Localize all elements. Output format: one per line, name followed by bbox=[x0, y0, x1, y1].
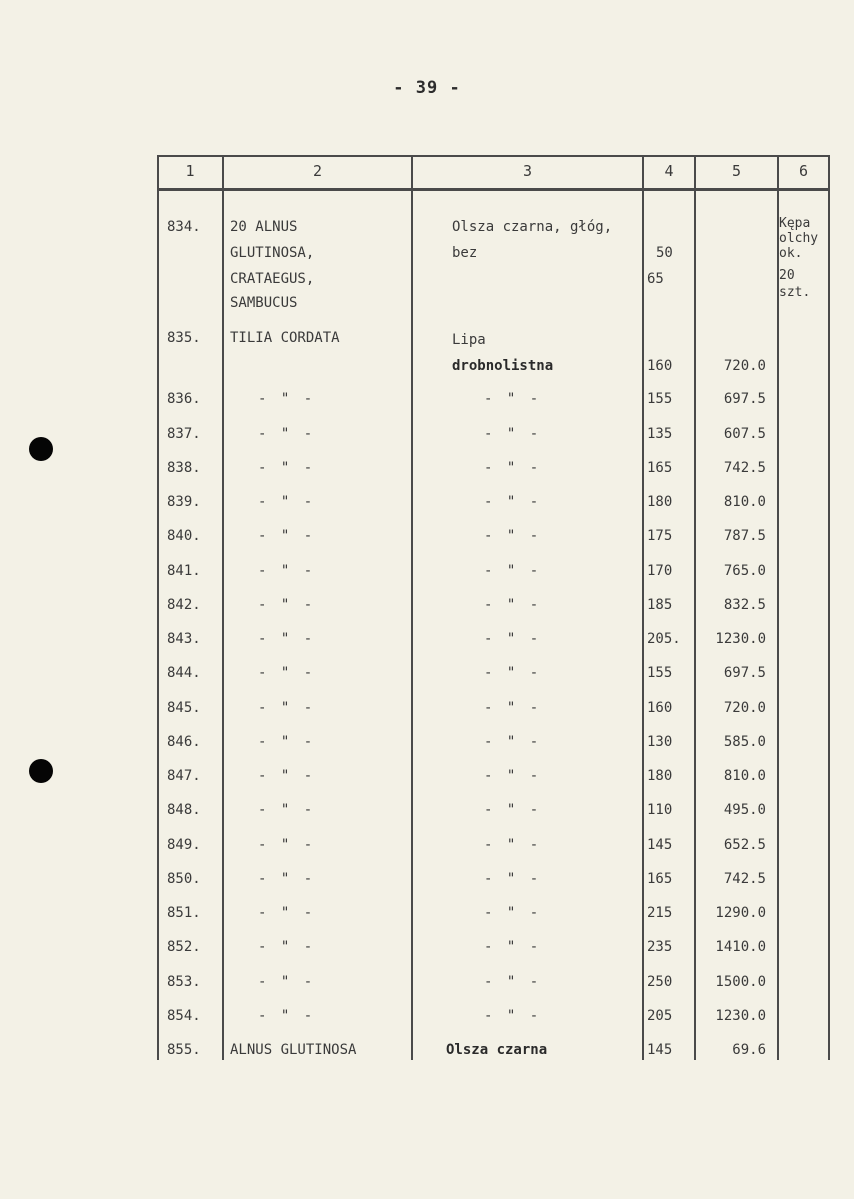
col5-value: 1230.0 bbox=[715, 1008, 766, 1024]
col4-value: 160 bbox=[647, 358, 673, 374]
remark: olchy bbox=[779, 231, 819, 246]
column-header-5: 5 bbox=[731, 162, 742, 180]
col5-value: 652.5 bbox=[723, 837, 766, 853]
row-number: 844. bbox=[167, 665, 201, 681]
row-number: 839. bbox=[167, 494, 201, 510]
row-number: 851. bbox=[167, 905, 201, 921]
col4-value: 175 bbox=[647, 528, 673, 544]
column-header-2: 2 bbox=[312, 162, 323, 180]
col4-value: 50 bbox=[656, 245, 673, 261]
row-number: 835. bbox=[167, 330, 201, 346]
latin-name: - " - bbox=[258, 460, 316, 476]
latin-name: - " - bbox=[258, 974, 316, 990]
col5-value: 697.5 bbox=[723, 665, 766, 681]
col5-value: 742.5 bbox=[723, 871, 766, 887]
col4-value: 135 bbox=[647, 426, 673, 442]
polish-name: - " - bbox=[484, 768, 542, 784]
polish-name: - " - bbox=[484, 563, 542, 579]
column-header-4: 4 bbox=[664, 162, 674, 180]
latin-name: - " - bbox=[258, 700, 316, 716]
col4-value: 165 bbox=[647, 871, 673, 887]
polish-name: - " - bbox=[484, 700, 542, 716]
latin-name: 20 ALNUS bbox=[230, 219, 298, 235]
col4-value: 145 bbox=[647, 837, 673, 853]
polish-name: - " - bbox=[484, 905, 542, 921]
row-number: 848. bbox=[167, 802, 201, 818]
row-number: 849. bbox=[167, 837, 201, 853]
polish-name: - " - bbox=[484, 391, 542, 407]
column-header-6: 6 bbox=[798, 162, 809, 180]
remark: ok. bbox=[779, 246, 803, 261]
col4-value: 205 bbox=[647, 1008, 673, 1024]
row-number: 840. bbox=[167, 528, 201, 544]
polish-name: - " - bbox=[484, 494, 542, 510]
column-divider bbox=[411, 155, 413, 1060]
col5-value: 1500.0 bbox=[715, 974, 766, 990]
col4-value: 180 bbox=[647, 494, 673, 510]
row-number: 853. bbox=[167, 974, 201, 990]
row-number: 845. bbox=[167, 700, 201, 716]
punch-hole bbox=[29, 759, 53, 783]
latin-name: - " - bbox=[258, 631, 316, 647]
col4-value: 145 bbox=[647, 1042, 673, 1058]
col5-value: 720.0 bbox=[723, 358, 766, 374]
punch-hole bbox=[29, 437, 53, 461]
polish-name: - " - bbox=[484, 460, 542, 476]
col5-value: 810.0 bbox=[723, 768, 766, 784]
col4-value: 110 bbox=[647, 802, 673, 818]
polish-name: - " - bbox=[484, 974, 542, 990]
header-bottom-border bbox=[157, 188, 830, 191]
latin-name: - " - bbox=[258, 768, 316, 784]
latin-name: - " - bbox=[258, 802, 316, 818]
col4-value: 215 bbox=[647, 905, 673, 921]
row-number: 855. bbox=[167, 1042, 201, 1058]
col5-value: 787.5 bbox=[723, 528, 766, 544]
col5-value: 832.5 bbox=[723, 597, 766, 613]
row-number: 843. bbox=[167, 631, 201, 647]
latin-name: - " - bbox=[258, 563, 316, 579]
page-number: - 39 - bbox=[393, 78, 461, 98]
col4-value: 130 bbox=[647, 734, 673, 750]
row-number: 850. bbox=[167, 871, 201, 887]
latin-name: - " - bbox=[258, 939, 316, 955]
polish-name: - " - bbox=[484, 528, 542, 544]
polish-name: Olsza czarna bbox=[446, 1042, 548, 1058]
col4-value: 180 bbox=[647, 768, 673, 784]
polish-name: - " - bbox=[484, 939, 542, 955]
polish-name: - " - bbox=[484, 837, 542, 853]
latin-name: TILIA CORDATA bbox=[230, 330, 340, 346]
row-number: 837. bbox=[167, 426, 201, 442]
col4-value: 155 bbox=[647, 665, 673, 681]
col5-value: 697.5 bbox=[723, 391, 766, 407]
row-number: 852. bbox=[167, 939, 201, 955]
col4-value: 235 bbox=[647, 939, 673, 955]
latin-name: CRATAEGUS, bbox=[230, 271, 315, 287]
col5-value: 1290.0 bbox=[715, 905, 766, 921]
row-number: 846. bbox=[167, 734, 201, 750]
polish-name: - " - bbox=[484, 734, 542, 750]
col5-value: 1410.0 bbox=[715, 939, 766, 955]
col5-value: 69.6 bbox=[732, 1042, 766, 1058]
col5-value: 810.0 bbox=[723, 494, 766, 510]
col5-value: 495.0 bbox=[723, 802, 766, 818]
remark: szt. bbox=[779, 285, 811, 300]
polish-name: - " - bbox=[484, 871, 542, 887]
polish-name: - " - bbox=[484, 665, 542, 681]
col5-value: 607.5 bbox=[723, 426, 766, 442]
table-left-border bbox=[157, 155, 159, 1060]
latin-name: - " - bbox=[258, 426, 316, 442]
polish-name: drobnolistna bbox=[452, 358, 554, 374]
col4-value: 185 bbox=[647, 597, 673, 613]
latin-name: - " - bbox=[258, 597, 316, 613]
col5-value: 1230.0 bbox=[715, 631, 766, 647]
polish-name: - " - bbox=[484, 426, 542, 442]
latin-name: - " - bbox=[258, 871, 316, 887]
column-header-3: 3 bbox=[522, 162, 533, 180]
row-number: 838. bbox=[167, 460, 201, 476]
polish-name: - " - bbox=[484, 1008, 542, 1024]
polish-name: bez bbox=[452, 245, 478, 261]
polish-name: - " - bbox=[484, 802, 542, 818]
polish-name: Lipa bbox=[452, 332, 486, 348]
table-top-border bbox=[157, 155, 830, 157]
col4-value: 170 bbox=[647, 563, 673, 579]
row-number: 842. bbox=[167, 597, 201, 613]
row-number: 836. bbox=[167, 391, 201, 407]
latin-name: SAMBUCUS bbox=[230, 295, 298, 311]
polish-name: Olsza czarna, głóg, bbox=[452, 219, 613, 235]
row-number: 841. bbox=[167, 563, 201, 579]
col4-value: 250 bbox=[647, 974, 673, 990]
latin-name: ALNUS GLUTINOSA bbox=[230, 1042, 357, 1058]
column-header-1: 1 bbox=[185, 162, 195, 180]
latin-name: - " - bbox=[258, 734, 316, 750]
latin-name: - " - bbox=[258, 1008, 316, 1024]
row-number: 854. bbox=[167, 1008, 201, 1024]
col4-value: 160 bbox=[647, 700, 673, 716]
col5-value: 742.5 bbox=[723, 460, 766, 476]
latin-name: - " - bbox=[258, 528, 316, 544]
latin-name: - " - bbox=[258, 665, 316, 681]
column-divider bbox=[694, 155, 696, 1060]
latin-name: - " - bbox=[258, 391, 316, 407]
polish-name: - " - bbox=[484, 631, 542, 647]
col5-value: 720.0 bbox=[723, 700, 766, 716]
remark: Kępa bbox=[779, 216, 811, 231]
remark: 20 bbox=[779, 268, 795, 283]
col4-value: 155 bbox=[647, 391, 673, 407]
latin-name: - " - bbox=[258, 837, 316, 853]
latin-name: GLUTINOSA, bbox=[230, 245, 315, 261]
polish-name: - " - bbox=[484, 597, 542, 613]
row-number: 834. bbox=[167, 219, 201, 235]
latin-name: - " - bbox=[258, 494, 316, 510]
col5-value: 585.0 bbox=[723, 734, 766, 750]
col4-value: 205. bbox=[647, 631, 681, 647]
latin-name: - " - bbox=[258, 905, 316, 921]
col4-value: 65 bbox=[647, 271, 664, 287]
col4-value: 165 bbox=[647, 460, 673, 476]
column-divider bbox=[642, 155, 644, 1060]
col5-value: 765.0 bbox=[723, 563, 766, 579]
row-number: 847. bbox=[167, 768, 201, 784]
